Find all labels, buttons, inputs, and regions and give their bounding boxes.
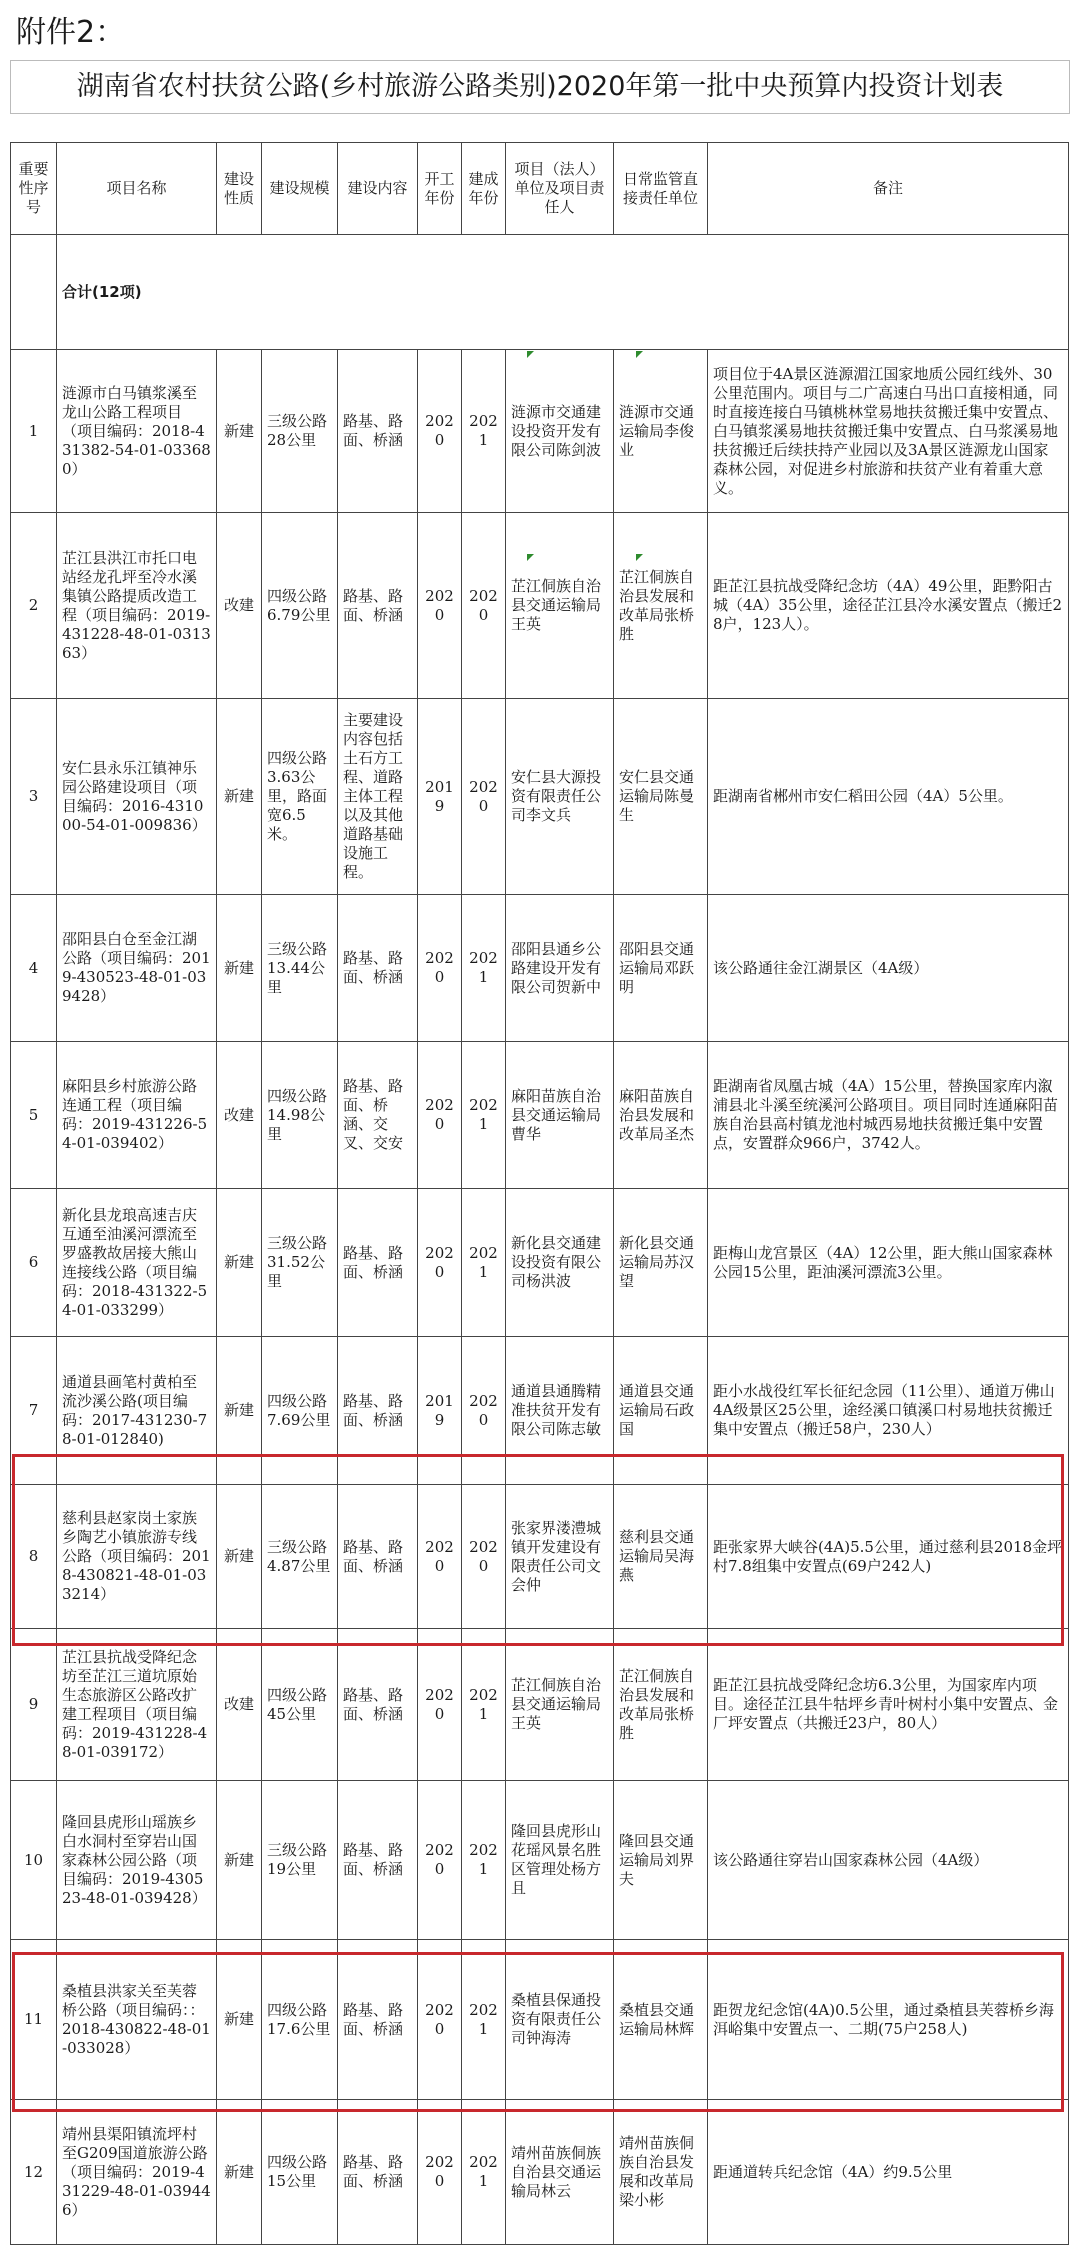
start-year: 2020 — [418, 2100, 462, 2245]
supervisor-unit: 麻阳苗族自治县发展和改革局圣杰 — [614, 1042, 708, 1189]
supervisor-unit: 芷江侗族自治县发展和改革局张桥胜 — [614, 513, 708, 699]
table-row — [11, 1042, 1069, 1189]
project-name: 隆回县虎形山瑶族乡白水洞村至穿岩山国家森林公园公路（项目编码：2019-430523-48-01-039428） — [57, 1781, 217, 1940]
row-number: 9 — [11, 1629, 57, 1781]
row-number: 12 — [11, 2100, 57, 2245]
end-year: 2020 — [462, 513, 506, 699]
build-nature: 新建 — [217, 2100, 262, 2245]
row-number: 8 — [11, 1485, 57, 1629]
start-year: 2020 — [418, 1629, 462, 1781]
owner-unit: 邵阳县通乡公路建设开发有限公司贺新中 — [506, 895, 614, 1042]
supervisor-unit: 涟源市交通运输局李俊业 — [614, 350, 708, 513]
owner-unit: 麻阳苗族自治县交通运输局曹华 — [506, 1042, 614, 1189]
col-header: 日常监管直接责任单位 — [614, 143, 708, 235]
build-nature: 新建 — [217, 1940, 262, 2100]
supervisor-unit: 桑植县交通运输局林辉 — [614, 1940, 708, 2100]
end-year: 2021 — [462, 2100, 506, 2245]
comment-marker — [636, 351, 643, 358]
remark: 距张家界大峡谷(4A)5.5公里，通过慈利县2018金坪村7.8组集中安置点(69户242人) — [708, 1485, 1069, 1629]
owner-unit: 通道县通腾精准扶贫开发有限公司陈志敏 — [506, 1337, 614, 1485]
build-nature: 改建 — [217, 1629, 262, 1781]
build-scale: 四级公路14.98公里 — [262, 1042, 338, 1189]
table-row — [11, 513, 1069, 699]
table-row — [11, 350, 1069, 513]
row-number: 5 — [11, 1042, 57, 1189]
comment-marker — [527, 554, 534, 561]
project-name: 涟源市白马镇浆溪至龙山公路工程项目（项目编码：2018-431382-54-01-033680） — [57, 350, 217, 513]
remark: 距芷江县抗战受降纪念坊6.3公里，为国家库内项目。途径芷江县牛牯坪乡青叶树村小集中安置点、金厂坪安置点（共搬迁23户，80人） — [708, 1629, 1069, 1781]
page-title: 湖南省农村扶贫公路(乡村旅游公路类别)2020年第一批中央预算内投资计划表 — [10, 60, 1070, 114]
build-nature: 改建 — [217, 1042, 262, 1189]
build-nature: 新建 — [217, 1189, 262, 1337]
build-nature: 改建 — [217, 513, 262, 699]
owner-unit: 靖州苗族侗族自治县交通运输局林云 — [506, 2100, 614, 2245]
table-row — [11, 1940, 1069, 2100]
row-number: 4 — [11, 895, 57, 1042]
build-content: 路基、路面、桥涵 — [338, 2100, 418, 2245]
build-content: 路基、路面、桥涵 — [338, 1781, 418, 1940]
remark: 距通道转兵纪念馆（4A）约9.5公里 — [708, 2100, 1069, 2245]
build-content: 路基、路面、桥涵 — [338, 895, 418, 1042]
supervisor-unit: 新化县交通运输局苏汉望 — [614, 1189, 708, 1337]
row-number: 6 — [11, 1189, 57, 1337]
owner-unit: 张家界溇澧城镇开发建设有限责任公司文会仲 — [506, 1485, 614, 1629]
build-scale: 四级公路7.69公里 — [262, 1337, 338, 1485]
supervisor-unit: 通道县交通运输局石政国 — [614, 1337, 708, 1485]
comment-marker — [636, 554, 643, 561]
end-year: 2020 — [462, 1485, 506, 1629]
row-number: 10 — [11, 1781, 57, 1940]
col-header: 项目（法人）单位及项目责任人 — [506, 143, 614, 235]
build-content: 路基、路面、桥涵 — [338, 513, 418, 699]
total-label: 合计(12项) — [57, 235, 1069, 350]
build-content: 主要建设内容包括土石方工程、道路主体工程以及其他道路基础设施工程。 — [338, 699, 418, 895]
attachment-label: 附件2： — [16, 15, 126, 50]
project-name: 慈利县赵家岗土家族乡陶艺小镇旅游专线公路（项目编码：2018-430821-48-01-033214） — [57, 1485, 217, 1629]
supervisor-unit: 靖州苗族侗族自治县发展和改革局梁小彬 — [614, 2100, 708, 2245]
owner-unit: 新化县交通建设投资有限公司杨洪波 — [506, 1189, 614, 1337]
build-scale: 四级公路17.6公里 — [262, 1940, 338, 2100]
col-header: 建成年份 — [462, 143, 506, 235]
build-content: 路基、路面、桥涵 — [338, 1337, 418, 1485]
project-name: 桑植县洪家关至芙蓉桥公路（项目编码：：2018-430822-48-01-033028） — [57, 1940, 217, 2100]
end-year: 2021 — [462, 1042, 506, 1189]
row-number: 2 — [11, 513, 57, 699]
project-name: 通道县画笔村黄柏至流沙溪公路(项目编码：2017-431230-78-01-012840) — [57, 1337, 217, 1485]
end-year: 2021 — [462, 895, 506, 1042]
end-year: 2021 — [462, 1189, 506, 1337]
row-number: 7 — [11, 1337, 57, 1485]
remark: 距湖南省郴州市安仁稻田公园（4A）5公里。 — [708, 699, 1069, 895]
start-year: 2020 — [418, 1189, 462, 1337]
build-scale: 三级公路4.87公里 — [262, 1485, 338, 1629]
supervisor-unit: 芷江侗族自治县发展和改革局张桥胜 — [614, 1629, 708, 1781]
remark: 距芷江县抗战受降纪念坊（4A）49公里，距黔阳古城（4A）35公里，途径芷江县冷水溪安置点（搬迁28户，123人）。 — [708, 513, 1069, 699]
end-year: 2021 — [462, 1629, 506, 1781]
start-year: 2020 — [418, 1781, 462, 1940]
build-content: 路基、路面、桥涵、交叉、交安 — [338, 1042, 418, 1189]
owner-unit: 芷江侗族自治县交通运输局王英 — [506, 1629, 614, 1781]
col-header: 项目名称 — [57, 143, 217, 235]
remark: 距梅山龙宫景区（4A）12公里，距大熊山国家森林公园15公里，距油溪河漂流3公里。 — [708, 1189, 1069, 1337]
start-year: 2020 — [418, 350, 462, 513]
build-scale: 三级公路13.44公里 — [262, 895, 338, 1042]
total-row — [11, 235, 1069, 350]
start-year: 2020 — [418, 1485, 462, 1629]
owner-unit: 芷江侗族自治县交通运输局王英 — [506, 513, 614, 699]
col-header: 重要性序号 — [11, 143, 57, 235]
table-row — [11, 2100, 1069, 2245]
investment-plan-table — [10, 142, 1069, 2245]
build-nature: 新建 — [217, 699, 262, 895]
build-scale: 四级公路45公里 — [262, 1629, 338, 1781]
build-content: 路基、路面、桥涵 — [338, 1940, 418, 2100]
remark: 项目位于4A景区涟源湄江国家地质公园红线外、30公里范围内。项目与二广高速白马出口直接相通，同时直接连接白马镇桃林堂易地扶贫搬迁集中安置点、白马镇浆溪易地扶贫搬迁集中安置点、白马浆溪易地扶贫搬迁后续扶持产业园以及3A景区涟源龙山国家森林公园，对促进乡村旅游和扶贫产业有着重大意义。 — [708, 350, 1069, 513]
end-year: 2020 — [462, 699, 506, 895]
start-year: 2020 — [418, 895, 462, 1042]
start-year: 2019 — [418, 1337, 462, 1485]
col-header: 建设性质 — [217, 143, 262, 235]
build-content: 路基、路面、桥涵 — [338, 1485, 418, 1629]
end-year: 2021 — [462, 1940, 506, 2100]
build-content: 路基、路面、桥涵 — [338, 350, 418, 513]
header-row — [11, 143, 1069, 235]
build-nature: 新建 — [217, 1781, 262, 1940]
remark: 距小水战役红军长征纪念园（11公里）、通道万佛山4A级景区25公里，途经溪口镇溪口村易地扶贫搬迁集中安置点（搬迁58户，230人） — [708, 1337, 1069, 1485]
col-header: 备注 — [708, 143, 1069, 235]
build-nature: 新建 — [217, 895, 262, 1042]
build-nature: 新建 — [217, 350, 262, 513]
col-header: 开工年份 — [418, 143, 462, 235]
table-row — [11, 1629, 1069, 1781]
end-year: 2020 — [462, 1337, 506, 1485]
row-number: 11 — [11, 1940, 57, 2100]
row-number: 1 — [11, 350, 57, 513]
project-name: 麻阳县乡村旅游公路连通工程（项目编码：2019-431226-54-01-039402） — [57, 1042, 217, 1189]
col-header: 建设内容 — [338, 143, 418, 235]
project-name: 靖州县渠阳镇流坪村至G209国道旅游公路（项目编码：2019-431229-48-01-039446） — [57, 2100, 217, 2245]
table-row — [11, 699, 1069, 895]
owner-unit: 桑植县保通投资有限责任公司钟海涛 — [506, 1940, 614, 2100]
table-row — [11, 1189, 1069, 1337]
supervisor-unit: 邵阳县交通运输局邓跃明 — [614, 895, 708, 1042]
table-row — [11, 1781, 1069, 1940]
remark: 距湖南省凤凰古城（4A）15公里，替换国家库内溆浦县北斗溪至统溪河公路项目。项目同时连通麻阳苗族自治县高村镇龙池村城西易地扶贫搬迁集中安置点，安置群众966户，3742人。 — [708, 1042, 1069, 1189]
project-name: 芷江县抗战受降纪念坊至芷江三道坑原始生态旅游区公路改扩建工程项目（项目编码：2019-431228-48-01-039172） — [57, 1629, 217, 1781]
project-name: 芷江县洪江市托口电站经龙孔坪至冷水溪集镇公路提质改造工程（项目编码：2019-431228-48-01-031363） — [57, 513, 217, 699]
col-header: 建设规模 — [262, 143, 338, 235]
project-name: 新化县龙琅高速吉庆互通至油溪河漂流至罗盛教故居接大熊山连接线公路（项目编码：2018-431322-54-01-033299） — [57, 1189, 217, 1337]
build-content: 路基、路面、桥涵 — [338, 1189, 418, 1337]
build-scale: 四级公路15公里 — [262, 2100, 338, 2245]
build-scale: 四级公路6.79公里 — [262, 513, 338, 699]
build-nature: 新建 — [217, 1337, 262, 1485]
owner-unit: 涟源市交通建设投资开发有限公司陈剑波 — [506, 350, 614, 513]
row-number: 3 — [11, 699, 57, 895]
start-year: 2019 — [418, 699, 462, 895]
table-row — [11, 1485, 1069, 1629]
start-year: 2020 — [418, 1940, 462, 2100]
supervisor-unit: 安仁县交通运输局陈曼生 — [614, 699, 708, 895]
build-content: 路基、路面、桥涵 — [338, 1629, 418, 1781]
comment-marker — [527, 351, 534, 358]
owner-unit: 安仁县大源投资有限责任公司李文兵 — [506, 699, 614, 895]
remark: 距贺龙纪念馆(4A)0.5公里，通过桑植县芙蓉桥乡海洱峪集中安置点一、二期(75户258人) — [708, 1940, 1069, 2100]
build-scale: 四级公路3.63公里，路面宽6.5米。 — [262, 699, 338, 895]
supervisor-unit: 慈利县交通运输局吴海燕 — [614, 1485, 708, 1629]
table-row — [11, 895, 1069, 1042]
start-year: 2020 — [418, 1042, 462, 1189]
project-name: 邵阳县白仓至金江湖公路（项目编码：2019-430523-48-01-039428） — [57, 895, 217, 1042]
remark: 该公路通往金江湖景区（4A级） — [708, 895, 1069, 1042]
build-scale: 三级公路19公里 — [262, 1781, 338, 1940]
table-row — [11, 1337, 1069, 1485]
supervisor-unit: 隆回县交通运输局刘界夫 — [614, 1781, 708, 1940]
end-year: 2021 — [462, 350, 506, 513]
project-name: 安仁县永乐江镇神乐园公路建设项目（项目编码：2016-431000-54-01-009836） — [57, 699, 217, 895]
owner-unit: 隆回县虎形山花瑶风景名胜区管理处杨方且 — [506, 1781, 614, 1940]
remark: 该公路通往穿岩山国家森林公园（4A级） — [708, 1781, 1069, 1940]
build-scale: 三级公路28公里 — [262, 350, 338, 513]
build-nature: 新建 — [217, 1485, 262, 1629]
end-year: 2021 — [462, 1781, 506, 1940]
build-scale: 三级公路31.52公里 — [262, 1189, 338, 1337]
start-year: 2020 — [418, 513, 462, 699]
